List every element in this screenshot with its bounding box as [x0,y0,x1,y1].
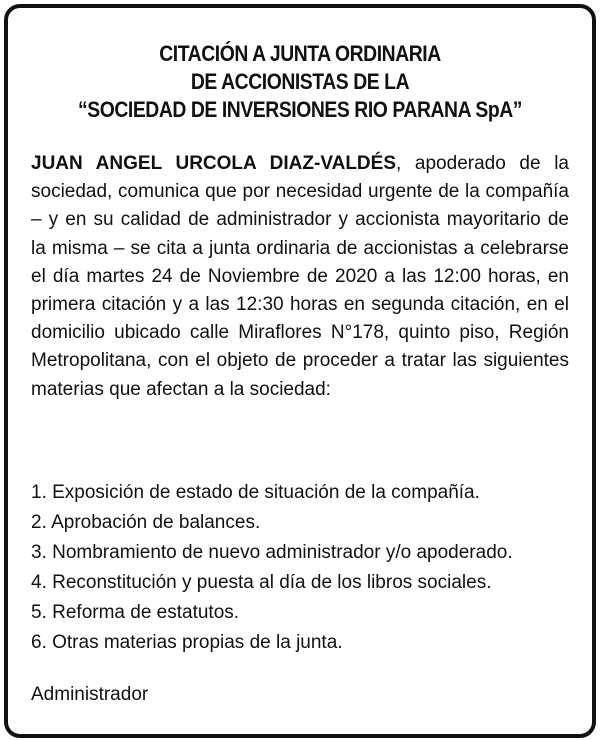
agenda-item: 2. Aprobación de balances. [31,512,261,533]
agenda-item: 1. Exposición de estado de situación de la compañía. [31,482,480,503]
title-line-3: “SOCIEDAD DE INVERSIONES RIO PARANA SpA” [77,97,523,122]
title-line-1: CITACIÓN A JUNTA ORDINARIA [159,41,441,66]
title-line-2: DE ACCIONISTAS DE LA [190,69,410,94]
representative-name: JUAN ANGEL URCOLA DIAZ-VALDÉS [31,153,396,174]
signature: Administrador [31,684,149,705]
agenda-item: 3. Nombramiento de nuevo administrador y/o apoderado. [31,542,513,563]
notice-body-text: , apoderado de la sociedad, comunica que por necesidad urgente de la compañía – y en su calidad de administrador y accionista mayoritario de la misma – se cita a junta ordinaria de accionistas a celebrarse el día martes 24 de Noviembre de 2020 a las 12:00 horas, en primera citación y a las 12:30 horas en segunda citación, en el domicilio ubicado calle Miraflores N°178, quinto piso, Región Metropolitana, con el objeto de proceder a tratar las siguientes materias que afectan a la sociedad: [31,153,569,400]
notice-body [31,150,569,404]
agenda-item: 4. Reconstitución y puesta al día de los libros sociales. [31,572,492,593]
agenda-list [31,478,591,658]
notice-title [57,40,542,124]
agenda-item: 6. Otras materias propias de la junta. [31,632,343,653]
agenda-item: 5. Reforma de estatutos. [31,602,240,623]
